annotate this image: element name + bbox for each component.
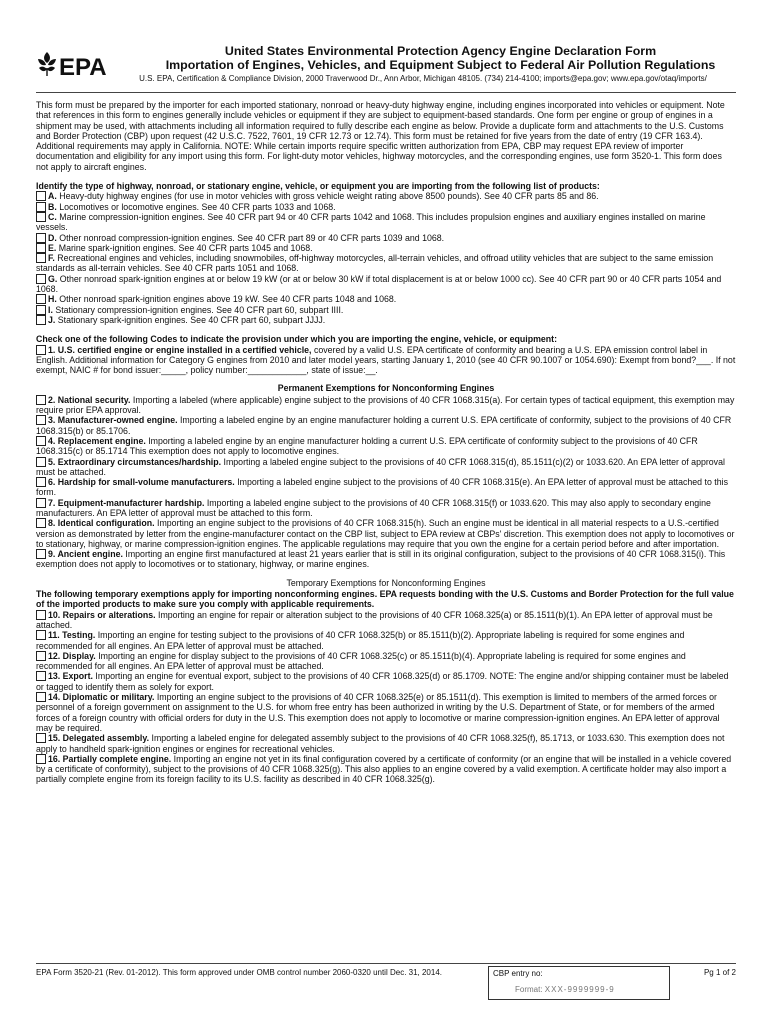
products-heading: Identify the type of highway, nonroad, or stationary engine, vehicle, or equipment you are importing from the following list of products: xyxy=(36,181,600,192)
product-g-checkbox[interactable] xyxy=(36,274,46,284)
cbp-entry-label: CBP entry no: xyxy=(493,969,543,978)
code-6-checkbox[interactable] xyxy=(36,477,46,487)
product-item-h: H. Other nonroad spark-ignition engines above 19 kW. See 40 CFR parts 1048 and 1068. xyxy=(36,294,736,304)
code-item-10: 10. Repairs or alterations. Importing an engine for repair or alteration subject to the provisions of 40 CFR 1068.325(a) or 85.1511(b)(1). An EPA letter of approval must be attached. xyxy=(36,609,713,630)
code-1-checkbox[interactable] xyxy=(36,345,46,355)
code-5-checkbox[interactable] xyxy=(36,457,46,467)
epa-flower-icon xyxy=(36,50,108,80)
product-i-checkbox[interactable] xyxy=(36,305,46,315)
cbp-format-value: XXX-9999999-9 xyxy=(544,985,615,994)
product-e-checkbox[interactable] xyxy=(36,243,46,253)
form-title xyxy=(148,44,733,72)
code-item-1: 1. U.S. certified engine or engine installed in a certified vehicle, covered by a valid U.S. EPA certificate of conformity and bearing a U.S. EPA emission control label in English. Additional information for Category G engines from 2010 and later model years, starting January 1, 2010 (see 40 CFR 90.1007 or 1054.690): Exempt from bond?___. If not exempt, NAIC # for bond issuer:_____, policy number:____________, state of issue:__. xyxy=(36,344,736,376)
code-9-checkbox[interactable] xyxy=(36,549,46,559)
product-item-j: J. Stationary spark-ignition engines. See 40 CFR part 60, subpart JJJJ. xyxy=(36,315,736,325)
temporary-exemptions-intro: The following temporary exemptions apply for importing nonconforming engines. EPA requests bonding with the U.S. Customs and Border Protection for the full value of the imported products to make sure you comply with applicable requirements. xyxy=(36,589,734,610)
code-7-checkbox[interactable] xyxy=(36,498,46,508)
code-12-checkbox[interactable] xyxy=(36,651,46,661)
code-11-checkbox[interactable] xyxy=(36,630,46,640)
product-a-checkbox[interactable] xyxy=(36,191,46,201)
cbp-format-label: Format: xyxy=(515,985,543,994)
code-14-checkbox[interactable] xyxy=(36,692,46,702)
code-2-checkbox[interactable] xyxy=(36,395,46,405)
cbp-entry-format xyxy=(515,985,615,994)
product-item-a: A. Heavy-duty highway engines (for use in motor vehicles with gross vehicle weight rating above 8500 pounds). See 40 CFR parts 85 and 86. xyxy=(36,191,736,201)
product-h-checkbox[interactable] xyxy=(36,294,46,304)
temporary-exemptions-heading: Temporary Exemptions for Nonconforming Engines xyxy=(286,577,486,588)
code-item-9: 9. Ancient engine. Importing an engine first manufactured at least 21 years earlier that is still in its original configuration, subject to the provisions of 40 CFR 1068.315(i). This exemption does not apply to locomotives or to stationary, highway, or marine engines. xyxy=(36,549,726,570)
product-item-f: F. Recreational engines and vehicles, including snowmobiles, off-highway motorcycles, all-terrain vehicles, and offroad utility vehicles that are subject to the same emission standards as all-terrain vehicles. See 40 CFR parts 1051 and 1068. xyxy=(36,253,714,274)
form-title-line2: Importation of Engines, Vehicles, and Equipment Subject to Federal Air Pollution Regulations xyxy=(165,58,716,72)
code-item-8: 8. Identical configuration. Importing an engine subject to the provisions of 40 CFR 1068.315(h). Such an engine must be identical in all material respects to a U.S.-certified version as demonstrated by letter from the engine-manufacturer contact on the CBP list, subject to EPA review at CBPs' discretion. This exemption does not apply to locomotives or to stationary, highway, or marine compression-ignition engines. The applicable regulations may require that you own the engine for a certain period before and after importation. xyxy=(36,518,735,549)
code-item-12: 12. Display. Importing an engine for display subject to the provisions of 40 CFR 1068.325(c) or 85.1511(b)(4). Appropriate labeling is required for some engines and recommended for all engines. An EPA letter of approval must be attached. xyxy=(36,650,686,672)
code-15-checkbox[interactable] xyxy=(36,733,46,743)
product-item-i: I. Stationary compression-ignition engines. See 40 CFR part 60, subpart IIII. xyxy=(36,305,736,315)
temporary-exemptions-list xyxy=(36,610,736,785)
code-4-checkbox[interactable] xyxy=(36,436,46,446)
codes-heading: Check one of the following Codes to indicate the provision under which you are importing the engine, vehicle, or equipment: xyxy=(36,334,558,345)
product-item-g: G. Other nonroad spark-ignition engines at or below 19 kW (or at or below 30 kW if total displacement is at or below 1000 cc). See 40 CFR part 90 or 40 CFR parts 1054 and 1068. xyxy=(36,273,722,295)
product-j-checkbox[interactable] xyxy=(36,315,46,325)
product-item-e: E. Marine spark-ignition engines. See 40 CFR parts 1045 and 1068. xyxy=(36,243,736,253)
products-list xyxy=(36,191,736,325)
code-3-checkbox[interactable] xyxy=(36,415,46,425)
code-13-checkbox[interactable] xyxy=(36,671,46,681)
product-item-b: B. Locomotives or locomotive engines. See 40 CFR parts 1033 and 1068. xyxy=(36,202,736,212)
code-item-5: 5. Extraordinary circumstances/hardship. Importing a labeled engine subject to the provisions of 40 CFR 1068.315(d), 85.1511(c)(2) or 1033.620. An EPA letter of approval must be attached. xyxy=(36,456,725,477)
form-page xyxy=(36,44,736,785)
form-title-line1: United States Environmental Protection Agency Engine Declaration Form xyxy=(224,44,657,58)
product-d-checkbox[interactable] xyxy=(36,233,46,243)
page-number: Pg 1 of 2 xyxy=(703,968,736,977)
code-16-checkbox[interactable] xyxy=(36,754,46,764)
code-item-2: 2. National security. Importing a labeled (where applicable) engine subject to the provisions of 40 CFR 1068.315(a). For certain types of tactical equipment, this exemption may require prior EPA approval. xyxy=(36,394,735,416)
permanent-exemptions-heading: Permanent Exemptions for Nonconforming Engines xyxy=(277,383,495,394)
code-item-3: 3. Manufacturer-owned engine. Importing a labeled engine by an engine manufacturer holding a current U.S. EPA certificate of conformity, subject to the provisions of 40 CFR 1068.315(b) or 85.1706. xyxy=(36,415,732,436)
code-8-checkbox[interactable] xyxy=(36,518,46,528)
cbp-entry-field[interactable] xyxy=(488,966,670,1000)
form-header xyxy=(36,44,736,93)
code-item-13: 13. Export. Importing an engine for eventual export, subject to the provisions of 40 CFR 1068.325(d) or 85.1709. NOTE: The engine and/or shipping container must be labeled or tagged to identify them as solely for export. xyxy=(36,671,729,692)
code-item-4: 4. Replacement engine. Importing a labeled engine by an engine manufacturer holding a current U.S. EPA certificate of conformity subject to the provisions of 40 CFR 1068.315(c) or 85.1714 This exemption does not apply to locomotive engines. xyxy=(36,435,698,457)
product-b-checkbox[interactable] xyxy=(36,202,46,212)
product-c-checkbox[interactable] xyxy=(36,212,46,222)
agency-address: U.S. EPA, Certification & Compliance Division, 2000 Traverwood Dr., Ann Arbor, Michigan 48105. (734) 214-4100; imports@epa.gov; www.epa.gov/otaq/imports/ xyxy=(139,74,707,83)
epa-logo xyxy=(36,50,108,80)
code-item-6: 6. Hardship for small-volume manufacturers. Importing a labeled engine subject to the provisions of 40 CFR 1068.315(e). An EPA letter of approval must be attached to this form. xyxy=(36,477,728,498)
product-f-checkbox[interactable] xyxy=(36,253,46,263)
code-item-15: 15. Delegated assembly. Importing a labeled engine for delegated assembly subject to the provisions of 40 CFR 1068.325(f), 85.1713, or 1033.630. This exemption does not apply to handheld spark-ignition engines or engines for recreational vehicles. xyxy=(36,733,725,754)
code-item-16: 16. Partially complete engine. Importing an engine not yet in its final configuration covered by a certificate of conformity (or an engine that will be installed in a vehicle covered by a certificate of conformity), subject to the provisions of 40 CFR 1068.325(g). This also applies to an engine covered by a valid exemption. A certificate holder may also import a partially complete engine from its foreign facility to its U.S. facility as described in 40 CFR 1068.325(g). xyxy=(36,753,732,785)
code-item-7: 7. Equipment-manufacturer hardship. Importing a labeled engine subject to the provisions of 40 CFR 1068.315(f) or 1033.620. This may also apply to secondary engine manufacturers. An EPA letter of approval must be attached to this form. xyxy=(36,497,711,518)
code-item-11: 11. Testing. Importing an engine for testing subject to the provisions of 40 CFR 1068.325(b) or 85.1511(b)(2). Appropriate labeling is required for some engines and recommended for all engines. An EPA letter of approval must be attached. xyxy=(36,630,685,651)
form-number-info: EPA Form 3520-21 (Rev. 01-2012). This form approved under OMB control number 2060-0320 until Dec. 31, 2014. xyxy=(36,968,442,977)
product-item-d: D. Other nonroad compression-ignition engines. See 40 CFR part 89 or 40 CFR parts 1039 and 1068. xyxy=(36,233,736,243)
product-item-c: C. Marine compression-ignition engines. See 40 CFR part 94 or 40 CFR parts 1042 and 1068. This includes propulsion engines and auxiliary engines installed on marine vessels. xyxy=(36,211,706,233)
form-footer xyxy=(36,963,736,1004)
permanent-exemptions-list xyxy=(36,395,736,570)
code-item-14: 14. Diplomatic or military. Importing an engine subject to the provisions of 40 CFR 1068.325(e) or 85.1511(d). This exemption is limited to members of the armed forces or personnel of a foreign government on assignment to the U.S. for whom free entry has been authorized in writing by the U.S. Department of State, or for members of the armed forces of a foreign country with official orders for duty in the U.S. This exemption does not apply to locomotive or marine compression-ignition engines. An EPA letter of approval may be required. xyxy=(36,692,720,733)
code-10-checkbox[interactable] xyxy=(36,610,46,620)
epa-logo-text: EPA xyxy=(59,54,107,80)
intro-paragraph: This form must be prepared by the importer for each imported stationary, nonroad or heavy-duty highway engine, including engines incorporated into vehicles or equipment. Note that references in this form to engines generally include vehicles or equipment if they are subject to equipment-based standards. One form per engine or group of engines in a shipment may be used, with attachments including all information required to fully describe each engine as below. Provide a duplicate form and attachments to the U.S. Customs and Border Protection (CBP) upon request (42 U.S.C. 7522, 7601, 19 CFR 12.73 or 12.74). This form must be retained for five years from the date of entry (19 CFR 163.4). Additional requirements may apply in California. NOTE: While certain imports require specific written authorization from EPA, CBP may request EPA review of importer documentation and eligibility for any import using this form. For light-duty motor vehicles, highway motorcycles, and the corresponding engines, use form 3520-1. This form does not apply to aircraft engines. xyxy=(36,100,725,172)
